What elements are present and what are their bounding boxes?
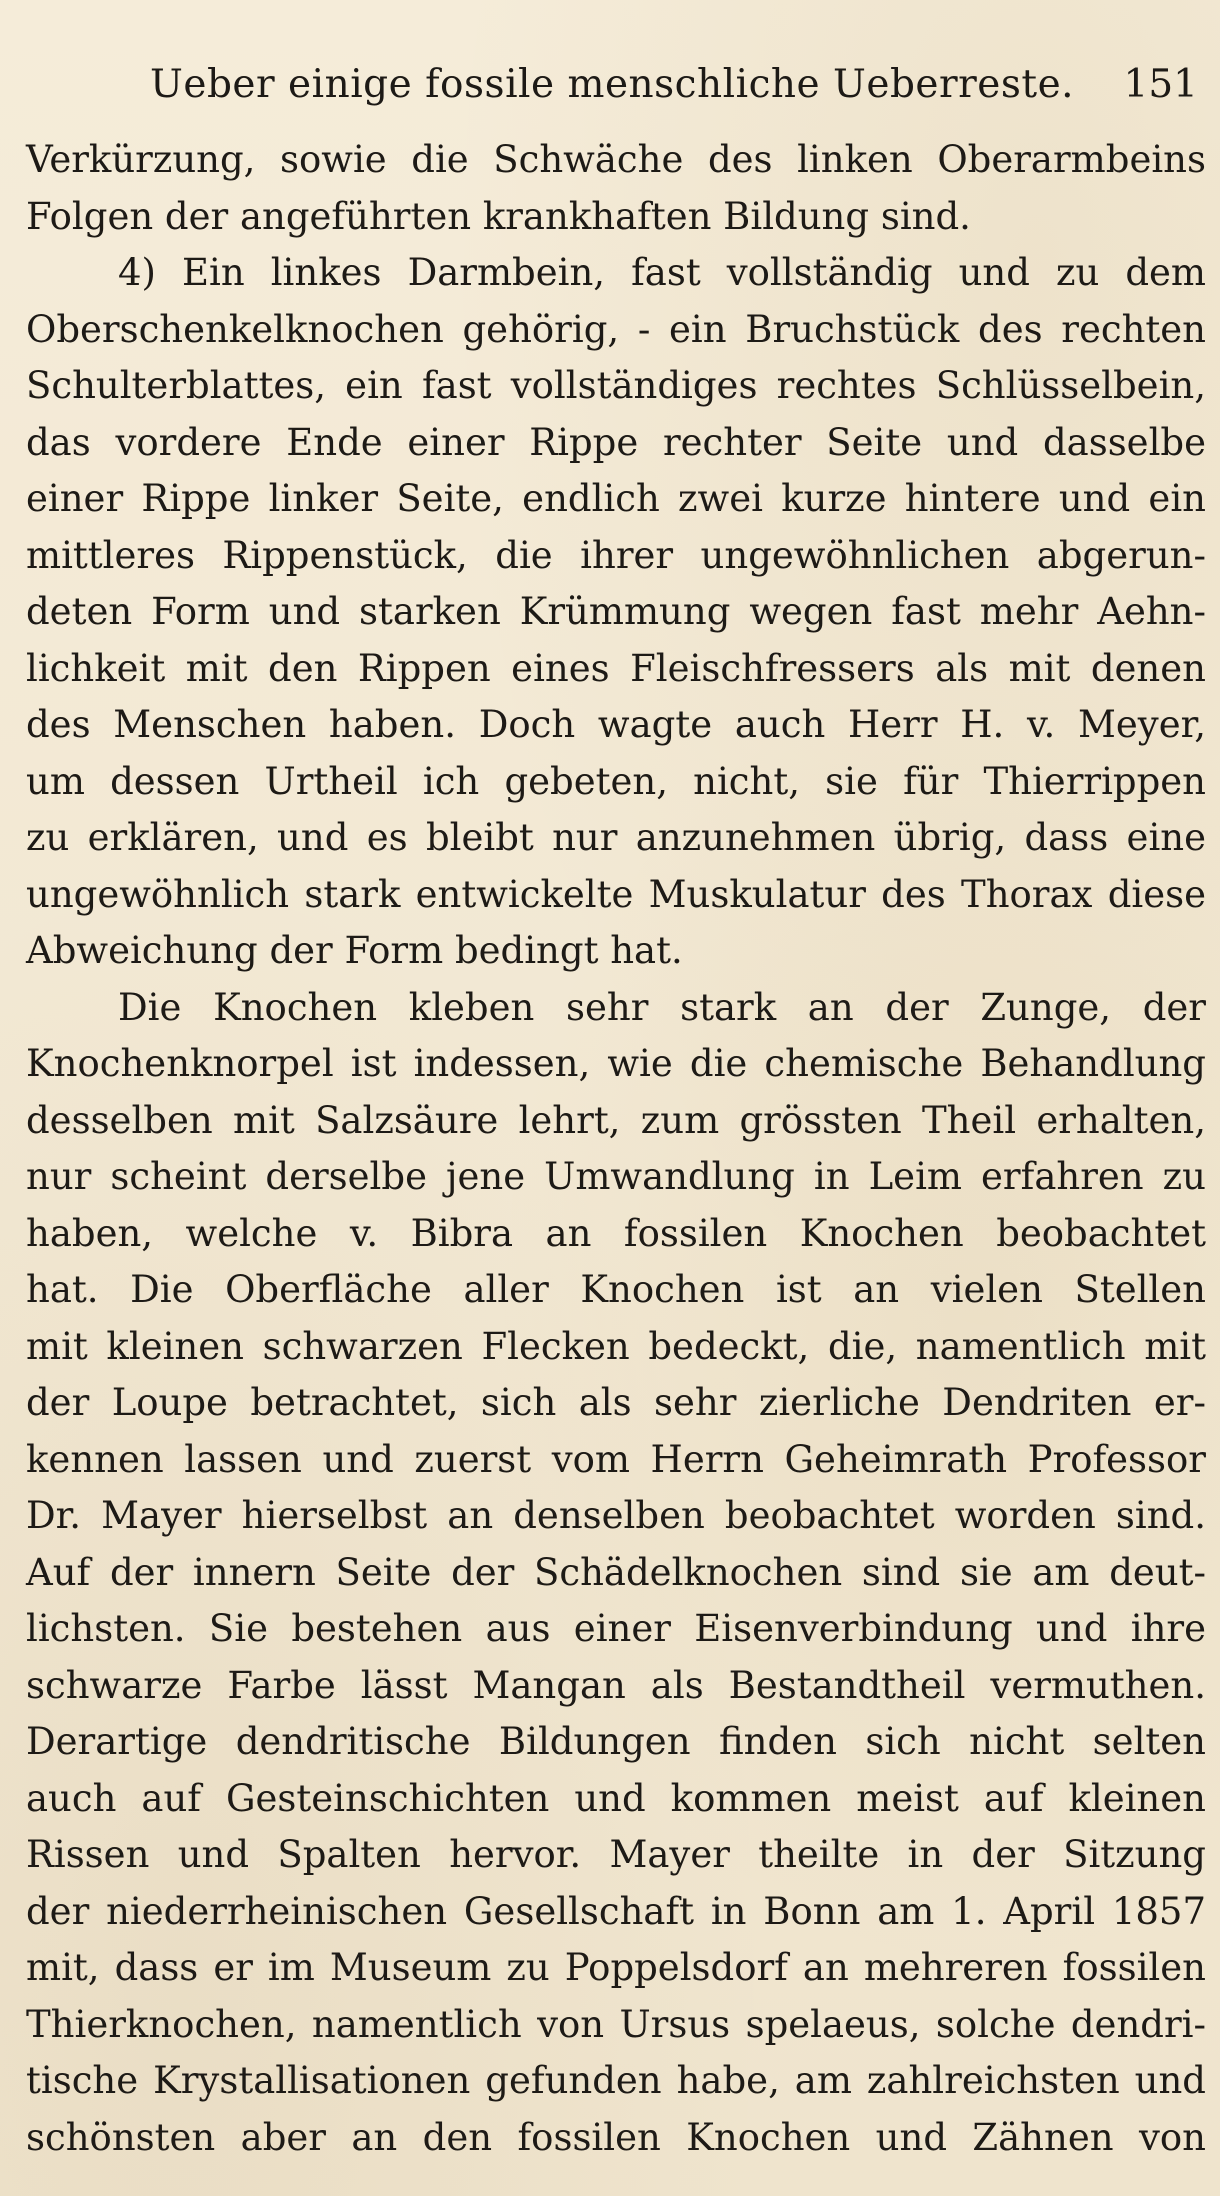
text-line: der niederrheinischen Gesellschaft in Bonn am 1. April 1857 xyxy=(26,1889,1206,1933)
text-line: tische Krystallisationen gefunden habe, am zahlreichsten und xyxy=(26,2059,1206,2102)
text-line: Auf der innern Seite der Schädelknochen sind sie am deut- xyxy=(26,1550,1206,1594)
text-line: mit kleinen schwarzen Flecken bedeckt, die, namentlich mit xyxy=(26,1324,1206,1368)
text-line: schwarze Farbe lässt Mangan als Bestandtheil vermuthen. xyxy=(26,1663,1206,1707)
text-line: nur scheint derselbe jene Umwandlung in Leim erfahren zu xyxy=(26,1155,1206,1198)
text-line: auch auf Gesteinschichten und kommen meist auf kleinen xyxy=(26,1776,1206,1820)
text-line: desselben mit Salzsäure lehrt, zum grössten Theil erhalten, xyxy=(26,1098,1206,1142)
text-line: der Loupe betrachtet, sich als sehr zierliche Dendriten er- xyxy=(26,1381,1206,1424)
text-line: schönsten aber an den fossilen Knochen und Zähnen von xyxy=(26,2115,1206,2159)
text-line: Derartige dendritische Bildungen finden sich nicht selten xyxy=(26,1720,1206,1763)
text-line: haben, welche v. Bibra an fossilen Knochen beobachtet xyxy=(26,1211,1206,1255)
text-line: mit, dass er im Museum zu Poppelsdorf an mehreren fossilen xyxy=(26,1946,1206,1989)
text-line: hat. Die Oberfläche aller Knochen ist an vielen Stellen xyxy=(26,1268,1206,1311)
text-line: des Menschen haben. Doch wagte auch Herr H. v. Meyer, xyxy=(26,703,1206,746)
running-title: Ueber einige fossile menschliche Ueberreste. xyxy=(150,62,1075,107)
text-line: Rissen und Spalten hervor. Mayer theilte in der Sitzung xyxy=(26,1833,1206,1876)
text-line: Folgen der angeführten krankhaften Bildung sind. xyxy=(26,194,971,238)
page-header xyxy=(150,62,1198,122)
text-line: lichsten. Sie bestehen aus einer Eisenverbindung und ihre xyxy=(26,1607,1206,1650)
text-line: Verkürzung, sowie die Schwäche des linken Oberarmbeins xyxy=(26,138,1206,181)
text-line: Oberschenkelknochen gehörig, - ein Bruchstück des rechten xyxy=(26,307,1206,351)
text-line: um dessen Urtheil ich gebeten, nicht, sie für Thierrippen xyxy=(26,759,1206,803)
text-line: ungewöhnlich stark entwickelte Muskulatur des Thorax diese xyxy=(26,872,1206,916)
text-line: deten Form und starken Krümmung wegen fast mehr Aehn- xyxy=(26,590,1206,633)
text-line: kennen lassen und zuerst vom Herrn Geheimrath Professor xyxy=(26,1437,1206,1481)
text-line: das vordere Ende einer Rippe rechter Seite und dasselbe xyxy=(26,420,1206,464)
text-line: einer Rippe linker Seite, endlich zwei kurze hintere und ein xyxy=(26,477,1206,520)
page-number: 151 xyxy=(1123,62,1198,107)
body-text xyxy=(26,132,1206,2166)
text-line: Knochenknorpel ist indessen, wie die chemische Behandlung xyxy=(26,1042,1206,1085)
text-line: 4) Ein linkes Darmbein, fast vollständig und zu dem xyxy=(118,251,1206,294)
text-line: Abweichung der Form bedingt hat. xyxy=(26,929,683,972)
text-line: Dr. Mayer hierselbst an denselben beobachtet worden sind. xyxy=(26,1494,1206,1537)
text-line: Die Knochen kleben sehr stark an der Zunge, der xyxy=(118,985,1206,1029)
text-line: Thierknochen, namentlich von Ursus spelaeus, solche dendri- xyxy=(26,2002,1206,2046)
text-line: zu erklären, und es bleibt nur anzunehmen übrig, dass eine xyxy=(26,816,1206,859)
text-line: Schulterblattes, ein fast vollständiges rechtes Schlüsselbein, xyxy=(26,364,1206,407)
text-line: mittleres Rippenstück, die ihrer ungewöhnlichen abgerun- xyxy=(26,533,1206,577)
text-line: lichkeit mit den Rippen eines Fleischfressers als mit denen xyxy=(26,646,1206,690)
